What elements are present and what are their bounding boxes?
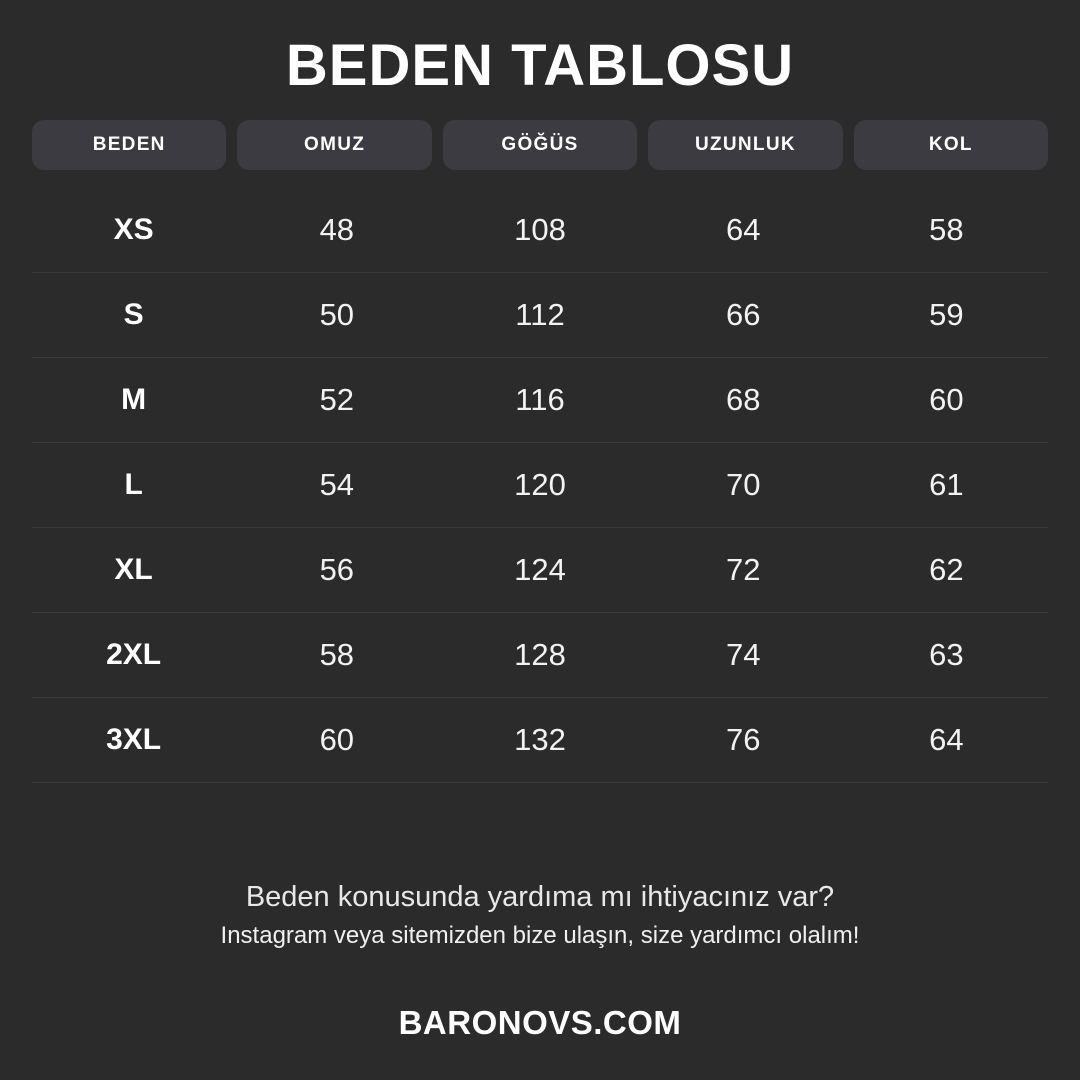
table-row [32, 443, 1048, 528]
table-header-row [32, 120, 1048, 170]
table-row [32, 698, 1048, 783]
cell-beden: L [124, 467, 143, 501]
cell-kol: 61 [929, 466, 964, 502]
cell-kol: 60 [929, 381, 964, 417]
cell-omuz: 60 [319, 721, 355, 757]
brand-website: BARONOVS.COM [398, 1004, 682, 1041]
table-body [32, 188, 1048, 783]
cell-omuz: 56 [319, 551, 355, 587]
column-header-gogus: GÖĞÜS [443, 120, 637, 170]
cell-omuz: 52 [319, 381, 355, 417]
table-row [32, 188, 1048, 273]
cell-beden: S [123, 297, 144, 331]
footer [32, 881, 1048, 1080]
cell-kol: 58 [929, 211, 964, 247]
table-row [32, 528, 1048, 613]
column-header-uzunluk: UZUNLUK [648, 120, 842, 170]
cell-kol: 63 [929, 636, 964, 672]
cell-beden: XS [113, 212, 154, 246]
cell-gogus: 120 [514, 466, 566, 502]
cell-uzunluk: 72 [725, 551, 761, 587]
cell-uzunluk: 64 [725, 211, 761, 247]
cell-gogus: 124 [514, 551, 566, 587]
cell-beden: 3XL [106, 722, 162, 756]
cell-beden: M [121, 382, 147, 416]
cell-gogus: 132 [514, 721, 566, 757]
cell-uzunluk: 70 [725, 466, 761, 502]
cell-beden: XL [114, 552, 153, 586]
table-row [32, 613, 1048, 698]
cell-gogus: 128 [514, 636, 566, 672]
cell-kol: 62 [929, 551, 964, 587]
cell-uzunluk: 66 [725, 296, 761, 332]
cell-omuz: 58 [319, 636, 355, 672]
help-headline: Beden konusunda yardıma mı ihtiyacınız var? [245, 881, 835, 913]
cell-uzunluk: 74 [725, 636, 761, 672]
table-row [32, 358, 1048, 443]
cell-omuz: 54 [319, 466, 355, 502]
help-subtext: Instagram veya sitemizden bize ulaşın, size yardımcı olalım! [220, 922, 860, 949]
cell-uzunluk: 76 [725, 721, 761, 757]
cell-kol: 64 [929, 721, 964, 757]
cell-gogus: 108 [514, 211, 566, 247]
column-header-kol: KOL [854, 120, 1048, 170]
cell-uzunluk: 68 [725, 381, 761, 417]
cell-omuz: 50 [319, 296, 355, 332]
table-row [32, 273, 1048, 358]
column-header-omuz: OMUZ [237, 120, 431, 170]
cell-gogus: 112 [515, 296, 565, 332]
cell-gogus: 116 [515, 381, 565, 417]
page-title: BEDEN TABLOSU [285, 33, 795, 98]
cell-omuz: 48 [319, 211, 355, 247]
cell-kol: 59 [929, 296, 964, 332]
cell-beden: 2XL [106, 637, 162, 671]
column-header-beden: BEDEN [32, 120, 226, 170]
